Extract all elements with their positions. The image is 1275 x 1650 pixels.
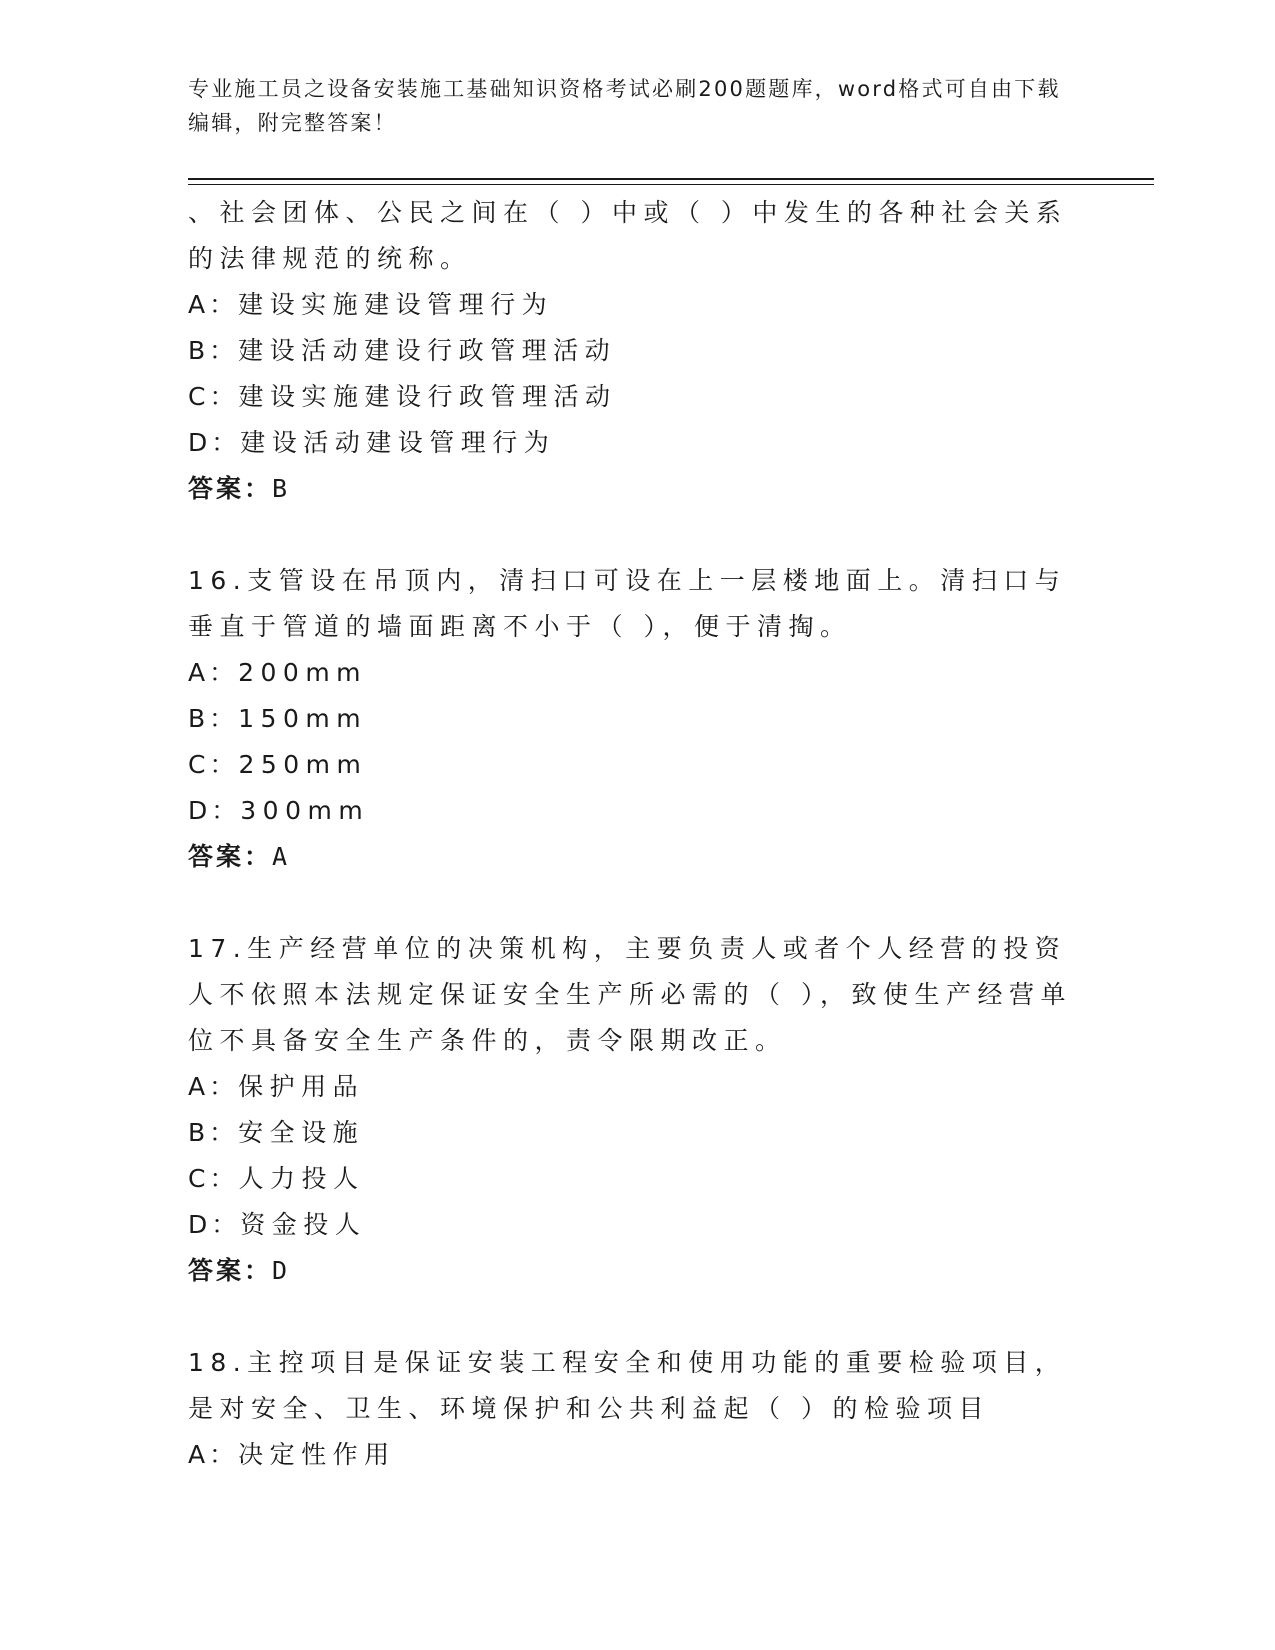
option-c: [188, 374, 1088, 420]
option-key: D：: [188, 796, 241, 825]
option-text: 300mm: [240, 796, 370, 825]
answer-value: D: [272, 1256, 291, 1285]
option-a: [188, 1432, 1088, 1478]
answer-value: B: [272, 474, 291, 503]
option-text: 人力投人: [238, 1164, 365, 1193]
option-a: [188, 1064, 1088, 1110]
option-b: [188, 328, 1088, 374]
option-key: A：: [188, 290, 239, 319]
document-header: 专业施工员之设备安装施工基础知识资格考试必刷200题题库，word格式可自由下载编辑，附完整答案！: [188, 77, 1061, 135]
option-text: 150mm: [238, 704, 368, 733]
option-text: 建设实施建设行政管理活动: [238, 382, 617, 411]
question-text: 17.生产经营单位的决策机构，主要负责人或者个人经营的投资人不依照本法规定保证安全生产所必需的（ ），致使生产经营单位不具备安全生产条件的，责令限期改正。: [188, 934, 1072, 1055]
option-text: 建设活动建设管理行为: [240, 428, 556, 457]
option-key: C：: [188, 382, 239, 411]
option-c: [188, 1156, 1088, 1202]
option-a: [188, 650, 1088, 696]
answer-label: 答案：: [188, 842, 273, 871]
answer-label: 答案：: [188, 474, 273, 503]
question-text: 16.支管设在吊顶内，清扫口可设在上一层楼地面上。清扫口与垂直于管道的墙面距离不小于（ ），便于清掏。: [188, 566, 1067, 641]
option-key: D：: [188, 428, 241, 457]
option-text: 建设活动建设行政管理活动: [238, 336, 617, 365]
answer-label: 答案：: [188, 1256, 273, 1285]
question-item: [188, 190, 1088, 512]
question-text: 18.主控项目是保证安装工程安全和使用功能的重要检验项目，是对安全、卫生、环境保护和公共利益起（ ）的检验项目: [188, 1348, 1067, 1423]
header-rule-thick: [188, 178, 1154, 180]
option-text: 200mm: [238, 658, 368, 687]
option-b: [188, 1110, 1088, 1156]
option-key: B：: [188, 336, 239, 365]
option-key: B：: [188, 1118, 239, 1147]
answer-value: A: [272, 842, 291, 871]
option-key: C：: [188, 750, 239, 779]
answer-line: [188, 1248, 1088, 1294]
answer-line: [188, 834, 1088, 880]
option-text: 250mm: [238, 750, 368, 779]
option-d: [188, 420, 1088, 466]
option-key: A：: [188, 1072, 239, 1101]
option-c: [188, 742, 1088, 788]
option-key: A：: [188, 1440, 239, 1469]
option-key: D：: [188, 1210, 241, 1239]
option-text: 安全设施: [238, 1118, 365, 1147]
option-text: 决定性作用: [238, 1440, 396, 1469]
option-key: C：: [188, 1164, 239, 1193]
option-text: 建设实施建设管理行为: [238, 290, 554, 319]
option-key: B：: [188, 704, 239, 733]
answer-line: [188, 466, 1088, 512]
option-b: [188, 696, 1088, 742]
option-key: A：: [188, 658, 239, 687]
question-text: 、社会团体、公民之间在（ ）中或（ ）中发生的各种社会关系的法律规范的统称。: [188, 198, 1068, 273]
option-d: [188, 1202, 1088, 1248]
header-rule-thin: [188, 184, 1154, 185]
question-item: [188, 1340, 1088, 1478]
option-d: [188, 788, 1088, 834]
question-item: [188, 926, 1088, 1294]
question-item: [188, 558, 1088, 880]
option-text: 资金投人: [240, 1210, 367, 1239]
option-a: [188, 282, 1088, 328]
question-list: [188, 190, 1088, 1478]
option-text: 保护用品: [238, 1072, 365, 1101]
